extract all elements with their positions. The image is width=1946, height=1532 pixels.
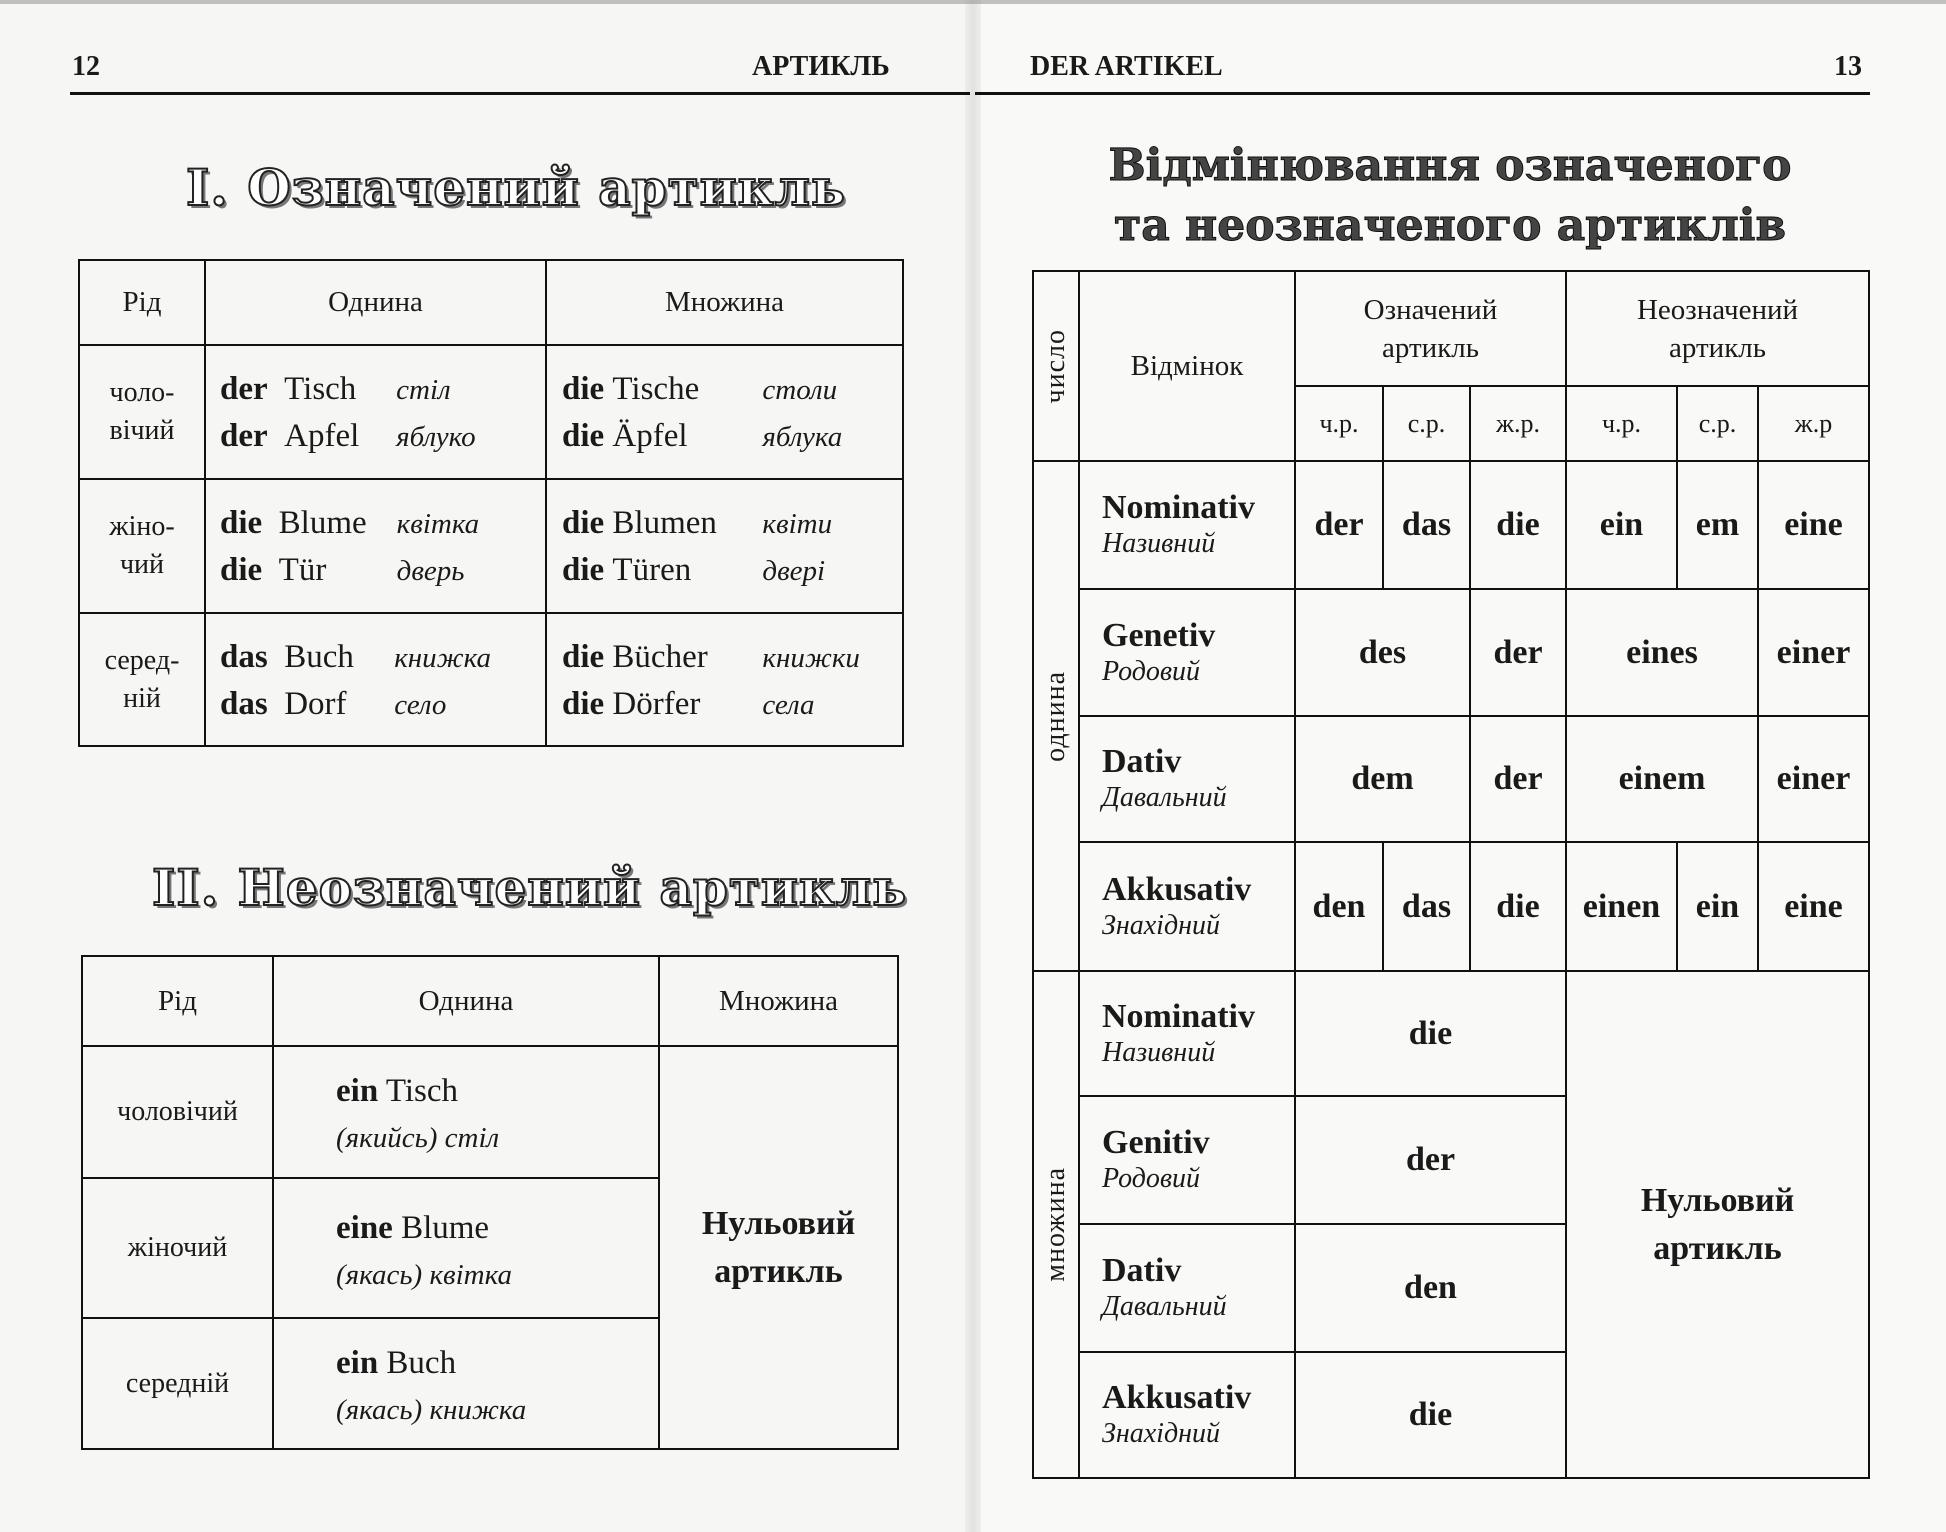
indefinite-header-text: Неозначений [1636,293,1798,326]
section2-title: II. Неозначений артикль [152,858,908,917]
article-cell: die [1496,887,1540,925]
gender-label: серед- [104,645,180,676]
page-number-right: 13 [1834,51,1862,82]
section1-title: I. Означений артикль [186,158,846,217]
gender-subheader: ч.р. [1601,408,1642,438]
col-header-plural: Множина [718,984,839,1017]
col-header-gender: Рід [122,286,162,318]
col-header-singular: Однина [418,984,514,1017]
singular-number-cell [1034,462,1078,970]
running-head-right: DER ARTIKEL [1030,51,1223,82]
article-cell: der [1493,633,1543,671]
article-cell: einem [1618,760,1706,797]
case-header: Відмінок [1130,349,1244,382]
article-cell: eines [1626,633,1698,671]
article-cell: eine [1784,506,1843,543]
plural-label: множина [1040,1167,1071,1282]
article-cell: em [1695,506,1740,543]
number-header-cell [1034,272,1078,460]
gender-label: середній [125,1367,230,1399]
singular-examples: das Buch книжка das Dorf село [220,639,491,722]
article-cell: das [1401,887,1452,925]
gender-cell [80,346,204,478]
article-cell: eine [1784,887,1843,925]
singular-example: ein Buch (якась) книжка [336,1345,527,1426]
gender-subheader: с.р. [1407,408,1446,438]
article-cell: der [1493,760,1543,797]
declension-title-line2: та неозначеного артиклів [1113,200,1787,251]
page-number-left: 12 [72,51,100,82]
gender-label: чоло- [109,377,175,408]
indefinite-header-text: артикль [1669,331,1766,364]
case-cell: Akkusativ Знахідний [1102,1379,1252,1449]
gender-label: жіночий [127,1232,228,1263]
case-cell: Nominativ Називний [1102,489,1255,559]
gender-cell [80,480,204,612]
case-cell: Akkusativ Знахідний [1102,870,1252,941]
header-rule-right [975,92,1870,95]
gender-subheader: ж.р [1794,408,1833,438]
gender-label: ній [123,683,161,714]
gender-label: вічий [109,415,175,446]
plural-number-cell [1034,972,1078,1477]
gender-subheader: с.р. [1698,408,1737,438]
singular-examples: der Tisch стіл der Apfel яблуко [220,371,476,454]
book-spine [965,0,981,1532]
article-cell: die [1408,1014,1453,1052]
zero-article-label: Нульовий [701,1204,856,1242]
article-cell: ein [1599,506,1644,543]
case-cell: Genetiv Родовий [1102,616,1216,687]
singular-examples: die Blume квітка die Tür дверь [220,505,480,588]
case-cell: Dativ Давальний [1102,1252,1227,1322]
case-cell: Dativ Давальний [1102,743,1227,813]
gender-subheader: ж.р. [1496,408,1540,438]
zero-article-label: артикль [714,1252,843,1290]
plural-examples: die Tische столи die Äpfel яблука [562,371,843,454]
col-header-plural: Множина [664,286,785,318]
page-top-edge [0,0,1946,4]
zero-article-label: Нульовий [1640,1181,1795,1219]
case-cell: Nominativ Називний [1102,997,1255,1068]
zero-article-cell [1567,972,1868,1477]
article-cell: dem [1351,760,1414,797]
article-cell: der [1314,506,1364,543]
singular-example: eine Blume (якась) квітка [336,1210,512,1291]
article-cell: ein [1695,887,1740,925]
article-cell: das [1401,506,1452,543]
zero-article-cell [660,1047,897,1448]
indefinite-header [1567,272,1868,385]
gender-label: жіно- [109,511,175,542]
article-cell: einen [1582,887,1661,925]
zero-article-label: артикль [1653,1229,1782,1267]
gender-label: чий [119,549,165,580]
running-head-left: АРТИКЛЬ [752,51,890,82]
definite-header-text: Означений [1363,293,1498,326]
article-cell: die [1496,506,1540,543]
article-cell: den [1404,1269,1457,1306]
number-header: число [1040,328,1071,404]
article-cell: einer [1776,633,1851,671]
plural-examples: die Blumen квіти die Türen двері [562,505,833,588]
plural-examples: die Bücher книжки die Dörfer села [562,639,860,722]
gender-cell [80,614,204,746]
gender-label: чоловічий [117,1096,238,1127]
article-cell: die [1408,1396,1453,1433]
definite-header-text: артикль [1382,331,1479,364]
case-cell: Genitiv Родовий [1102,1124,1210,1194]
article-cell: der [1405,1141,1456,1178]
article-cell: den [1312,887,1366,925]
col-header-gender: Рід [158,984,197,1017]
definite-header [1296,272,1565,385]
declension-title-line1: Відмінювання означеного [1108,140,1792,191]
singular-label: однина [1040,670,1071,762]
article-cell: einer [1776,760,1851,797]
gender-subheader: ч.р. [1319,408,1359,438]
header-rule-left [70,92,970,95]
article-cell: des [1358,633,1407,671]
col-header-singular: Однина [328,286,423,318]
singular-example: ein Tisch (якийсь) стіл [336,1073,500,1154]
